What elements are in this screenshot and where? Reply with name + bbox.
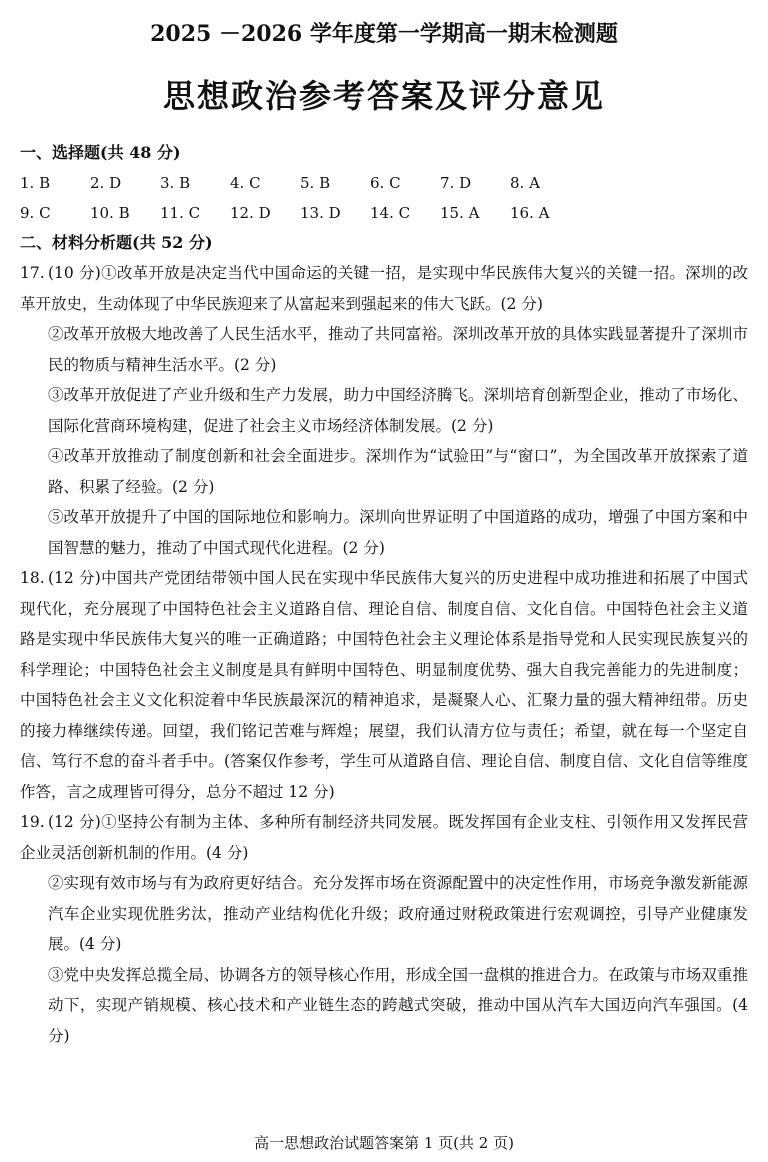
answer-item: 1. B [20,174,51,192]
answer-item: 12. D [230,204,271,222]
question-number: 18. [20,569,45,587]
section-heading-choice: 一、选择题(共 48 分) [20,143,181,162]
answer-item: 15. A [440,204,480,222]
question-17 [20,258,748,563]
q19-point-2: ②实现有效市场与有为政府更好结合。充分发挥市场在资源配置中的决定性作用，市场竞争激发新能源汽车企业实现优胜劣汰，推动产业结构优化升级；政府通过财税政策进行宏观调控，引导产业健康发展。(4 分) [48,874,748,953]
answer-item: 2. D [90,174,122,192]
exam-header: 2025 －2026 学年度第一学期高一期末检测题 [150,21,618,47]
answer-item: 16. A [510,204,550,222]
answer-item: 6. C [370,174,401,192]
q17-point-3: ③改革开放促进了产业升级和生产力发展，助力中国经济腾飞。深圳培育创新型企业，推动了市场化、国际化营商环境构建，促进了社会主义市场经济体制发展。(2 分) [48,386,748,435]
answer-item: 10. B [90,204,130,222]
q17-point-4: ④改革开放推动了制度创新和社会全面进步。深圳作为“试验田”与“窗口”，为全国改革开放探索了道路、积累了经验。(2 分) [48,447,748,496]
section-heading-analysis: 二、材料分析题(共 52 分) [20,233,213,252]
question-18 [20,563,748,807]
q18-paragraph [20,563,748,807]
answer-item: 11. C [160,204,201,222]
answer-item: 4. C [230,174,261,192]
q18-answer-text: (12 分)中国共产党团结带领中国人民在实现中华民族伟大复兴的历史进程中成功推进和拓展了中国式现代化，充分展现了中国特色社会主义道路自信、理论自信、制度自信、文化自信。中国特色社会主义道路是实现中华民族伟大复兴的唯一正确道路；中国特色社会主义理论体系是指导党和人民实现民族复兴的科学理论；中国特色社会主义制度是具有鲜明中国特色、明显制度优势、强大自我完善能力的先进制度；中国特色社会主义文化积淀着中华民族最深沉的精神追求，是凝聚人心、汇聚力量的强大精神纽带。历史的接力棒继续传递。回望，我们铭记苦难与辉煌；展望，我们认清方位与责任；希望，就在每一个坚定自信、笃行不怠的奋斗者手中。(答案仅作参考，学生可从道路自信、理论自信、制度自信、文化自信等维度作答，言之成理皆可得分，总分不超过 12 分) [20,569,748,801]
q17-point-2: ②改革开放极大地改善了人民生活水平，推动了共同富裕。深圳改革开放的具体实践显著提升了深圳市民的物质与精神生活水平。(2 分) [48,325,748,374]
q19-first-paragraph [20,807,748,868]
q17-point-5: ⑤改革开放提升了中国的国际地位和影响力。深圳向世界证明了中国道路的成功，增强了中国方案和中国智慧的魅力，推动了中国式现代化进程。(2 分) [48,508,748,557]
choice-answers [20,168,748,228]
answer-item: 14. C [370,204,411,222]
answer-item: 13. D [300,204,341,222]
answer-item: 7. D [440,174,472,192]
question-19 [20,807,748,1051]
q19-answer-text: (12 分)①坚持公有制为主体、多种所有制经济共同发展。既发挥国有企业支柱、引领作用又发挥民营企业灵活创新机制的作用。(4 分) [20,813,748,862]
answer-item: 5. B [300,174,331,192]
page-footer: 高一思想政治试题答案第 1 页(共 2 页) [254,1134,514,1152]
q17-first-paragraph [20,258,748,319]
page-title: 思想政治参考答案及评分意见 [162,77,605,115]
question-number: 17. [20,264,45,282]
answer-item: 3. B [160,174,191,192]
q19-point-3: ③党中央发挥总揽全局、协调各方的领导核心作用，形成全国一盘棋的推进合力。在政策与市场双重推动下，实现产销规模、核心技术和产业链生态的跨越式突破，推动中国从汽车大国迈向汽车强国。(4 分) [48,965,748,1045]
answer-item: 8. A [510,174,540,192]
answer-item: 9. C [20,204,51,222]
q17-answer-text: (10 分)①改革开放是决定当代中国命运的关键一招，是实现中华民族伟大复兴的关键一招。深圳的改革开放史，生动体现了中华民族迎来了从富起来到强起来的伟大飞跃。(2 分) [20,264,748,313]
question-number: 19. [20,813,45,831]
